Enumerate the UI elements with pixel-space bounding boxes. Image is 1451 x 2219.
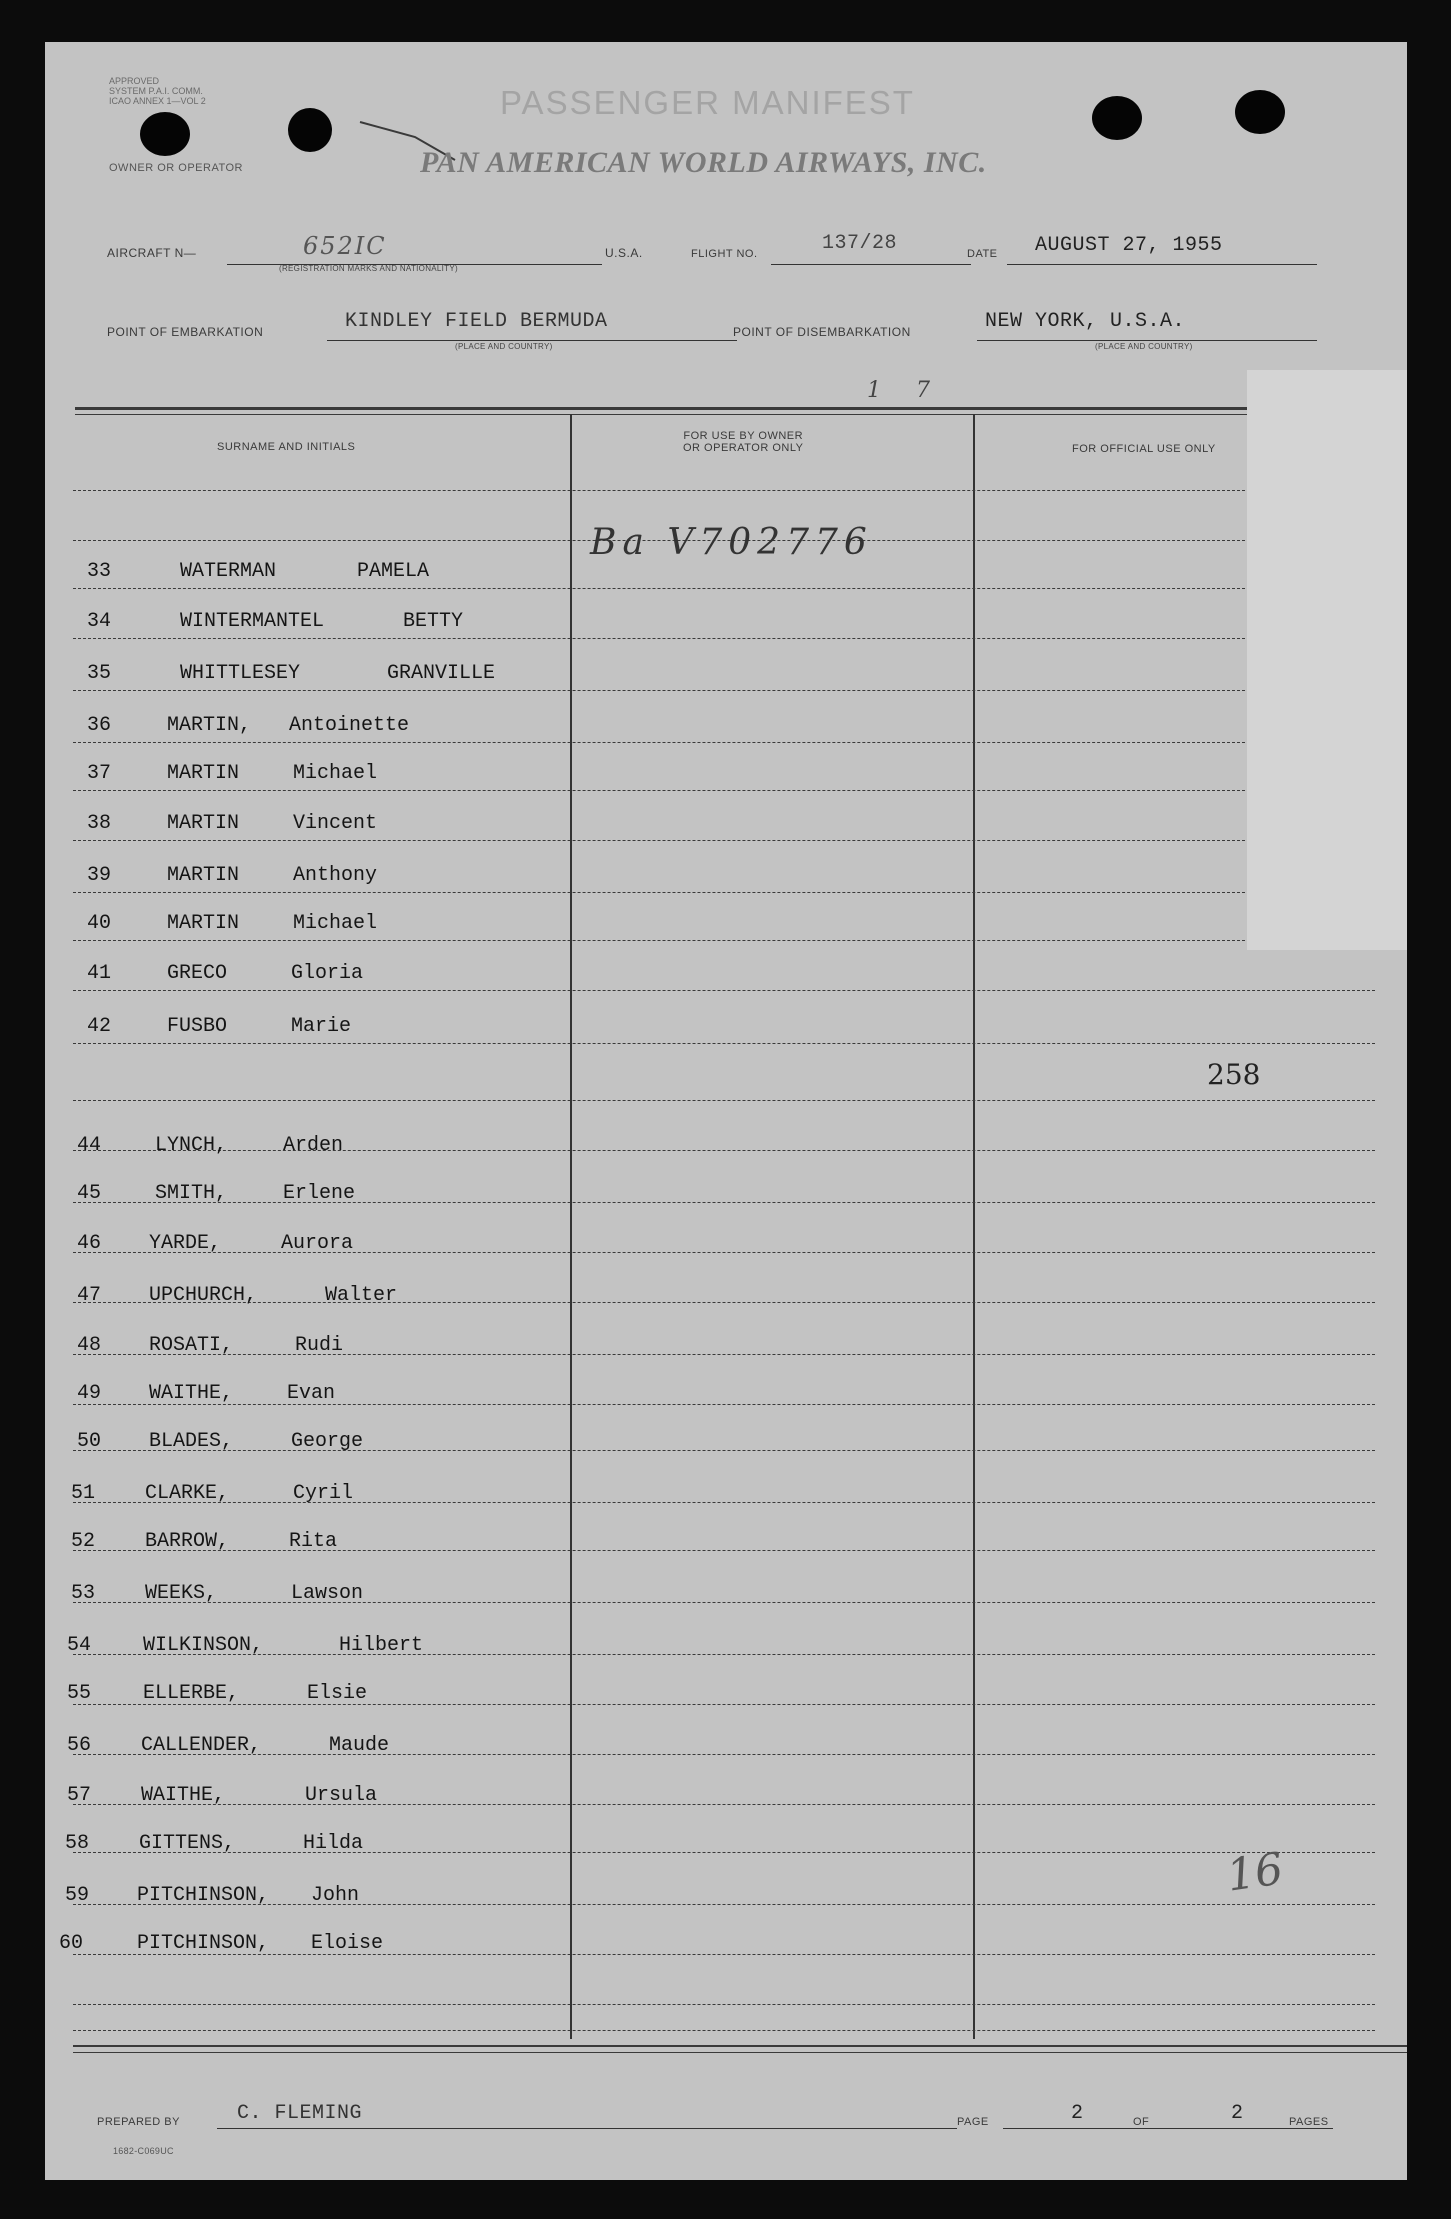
passenger-given-name: Rita — [289, 1530, 338, 1553]
disembark-underline — [977, 340, 1317, 341]
table-row-rule — [73, 1654, 1375, 1655]
usa-label: U.S.A. — [605, 246, 643, 260]
approved-line: ICAO ANNEX 1—VOL 2 — [109, 96, 206, 106]
passenger-given-name: Hilbert — [339, 1634, 424, 1657]
flight-label: FLIGHT NO. — [691, 248, 758, 260]
passenger-number: 46 — [77, 1232, 102, 1255]
passenger-number: 39 — [87, 864, 112, 887]
table-row-rule — [73, 490, 1245, 491]
passenger-surname: MARTIN — [167, 762, 240, 785]
passenger-given-name: Maude — [329, 1734, 390, 1757]
passenger-surname: MARTIN — [167, 812, 240, 835]
column-divider — [570, 414, 572, 2039]
passenger-given-name: Eloise — [311, 1932, 384, 1955]
passenger-given-name: Aurora — [281, 1232, 354, 1255]
passenger-number: 51 — [71, 1482, 96, 1505]
passenger-surname: BARROW, — [145, 1530, 230, 1553]
paper-fold — [1247, 370, 1407, 950]
passenger-given-name: Cyril — [293, 1482, 354, 1505]
passenger-number: 50 — [77, 1430, 102, 1453]
passenger-surname: PITCHINSON, — [137, 1932, 270, 1955]
table-row-rule — [73, 1043, 1375, 1044]
table-row-rule — [73, 1450, 1375, 1451]
table-row-rule — [73, 690, 1245, 691]
passenger-number: 55 — [67, 1682, 92, 1705]
date-value: AUGUST 27, 1955 — [1035, 234, 1223, 257]
passenger-surname: GRECO — [167, 962, 228, 985]
table-row-rule — [73, 990, 1375, 991]
of-underline — [1159, 2128, 1333, 2129]
passenger-surname: LYNCH, — [155, 1134, 228, 1157]
passenger-given-name: George — [291, 1430, 364, 1453]
margin-mark: 16 — [1223, 1843, 1287, 1902]
passenger-surname: WHITTLESEY — [180, 662, 301, 685]
page-value: 2 — [1071, 2102, 1084, 2125]
approved-line: SYSTEM P.A.I. COMM. — [109, 86, 203, 96]
aircraft-label: AIRCRAFT N— — [107, 246, 197, 260]
passenger-surname: WAITHE, — [149, 1382, 234, 1405]
passenger-given-name: Michael — [293, 762, 378, 785]
passenger-surname: ELLERBE, — [143, 1682, 240, 1705]
table-row-rule — [73, 742, 1245, 743]
passenger-number: 48 — [77, 1334, 102, 1357]
passenger-given-name: GRANVILLE — [387, 662, 496, 685]
passenger-given-name: PAMELA — [357, 560, 430, 583]
passenger-number: 38 — [87, 812, 112, 835]
punch-hole — [1092, 96, 1142, 140]
passenger-surname: WATERMAN — [180, 560, 277, 583]
passenger-surname: PITCHINSON, — [137, 1884, 270, 1907]
passenger-given-name: Antoinette — [289, 714, 410, 737]
owner-use-line: FOR USE BY OWNER — [683, 430, 804, 442]
table-row-rule — [73, 1704, 1375, 1705]
passenger-number: 35 — [87, 662, 112, 685]
column-header-official-use: FOR OFFICIAL USE ONLY — [1072, 443, 1216, 455]
table-row-rule — [73, 2030, 1375, 2031]
table-row-rule — [73, 1804, 1375, 1805]
passenger-number: 44 — [77, 1134, 102, 1157]
embark-value: KINDLEY FIELD BERMUDA — [345, 310, 608, 333]
disembark-sublabel: (PLACE AND COUNTRY) — [1095, 342, 1193, 351]
table-row-rule — [73, 1150, 1375, 1151]
table-top-rule — [75, 407, 1247, 410]
passenger-given-name: John — [311, 1884, 360, 1907]
passenger-surname: CLARKE, — [145, 1482, 230, 1505]
top-mark: 1 7 — [867, 378, 944, 403]
page-label: PAGE — [957, 2116, 989, 2128]
prepared-underline — [217, 2128, 957, 2129]
passenger-given-name: Rudi — [295, 1334, 344, 1357]
passenger-surname: ROSATI, — [149, 1334, 234, 1357]
passenger-given-name: Ursula — [305, 1784, 378, 1807]
passenger-number: 47 — [77, 1284, 102, 1307]
passenger-given-name: Michael — [293, 912, 378, 935]
passenger-number: 54 — [67, 1634, 92, 1657]
passenger-given-name: Anthony — [293, 864, 378, 887]
passenger-surname: WAITHE, — [141, 1784, 226, 1807]
punch-hole — [288, 108, 332, 152]
owner-label: OWNER OR OPERATOR — [109, 162, 243, 174]
table-row-rule — [73, 840, 1245, 841]
pages-label: PAGES — [1289, 2116, 1329, 2128]
punch-hole — [140, 112, 190, 156]
approved-stamp — [109, 76, 206, 106]
approved-line: APPROVED — [109, 76, 160, 86]
passenger-surname: MARTIN, — [167, 714, 252, 737]
table-row-rule — [73, 588, 1245, 589]
table-row-rule — [73, 892, 1245, 893]
passenger-given-name: Gloria — [291, 962, 364, 985]
passenger-surname: GITTENS, — [139, 1832, 236, 1855]
page-underline — [1003, 2128, 1171, 2129]
table-row-rule — [73, 1502, 1375, 1503]
table-row-rule — [73, 1754, 1375, 1755]
embark-label: POINT OF EMBARKATION — [107, 325, 264, 339]
disembark-label: POINT OF DISEMBARKATION — [733, 325, 911, 339]
passenger-number: 41 — [87, 962, 112, 985]
flight-underline — [771, 264, 971, 265]
column-header-surname: SURNAME AND INITIALS — [217, 441, 356, 453]
passenger-number: 57 — [67, 1784, 92, 1807]
passenger-given-name: BETTY — [403, 610, 464, 633]
passenger-number: 49 — [77, 1382, 102, 1405]
passenger-number: 45 — [77, 1182, 102, 1205]
passenger-number: 37 — [87, 762, 112, 785]
passenger-number: 33 — [87, 560, 112, 583]
table-row-rule — [73, 1302, 1375, 1303]
passenger-surname: SMITH, — [155, 1182, 228, 1205]
passenger-given-name: Arden — [283, 1134, 344, 1157]
passenger-surname: FUSBO — [167, 1015, 228, 1038]
passenger-surname: MARTIN — [167, 912, 240, 935]
table-row-rule — [73, 1852, 1375, 1853]
column-divider — [973, 414, 975, 2039]
passenger-number: 56 — [67, 1734, 92, 1757]
of-label: OF — [1133, 2116, 1150, 2128]
passenger-surname: WINTERMANTEL — [180, 610, 325, 633]
embark-sublabel: (PLACE AND COUNTRY) — [455, 342, 553, 351]
table-row-rule — [73, 2004, 1375, 2005]
airline-name: PAN AMERICAN WORLD AIRWAYS, INC. — [420, 146, 987, 179]
official-number: 258 — [1207, 1058, 1261, 1091]
column-header-owner-use — [683, 430, 803, 454]
passenger-number: 59 — [65, 1884, 90, 1907]
flight-value: 137/28 — [822, 232, 898, 255]
passenger-surname: CALLENDER, — [141, 1734, 262, 1757]
table-row-rule — [73, 790, 1245, 791]
passenger-given-name: Evan — [287, 1382, 336, 1405]
passenger-surname: UPCHURCH, — [149, 1284, 258, 1307]
aircraft-value: 652IC — [303, 232, 387, 260]
table-row-rule — [73, 940, 1245, 941]
passenger-surname: WEEKS, — [145, 1582, 218, 1605]
table-row-rule — [73, 1602, 1375, 1603]
passenger-given-name: Marie — [291, 1015, 352, 1038]
passenger-number: 42 — [87, 1015, 112, 1038]
date-label: DATE — [967, 248, 998, 260]
passenger-given-name: Lawson — [291, 1582, 364, 1605]
passenger-surname: WILKINSON, — [143, 1634, 264, 1657]
manifest-page — [45, 42, 1407, 2180]
table-row-rule — [73, 1550, 1375, 1551]
of-value: 2 — [1231, 2102, 1244, 2125]
passenger-number: 52 — [71, 1530, 96, 1553]
date-underline — [1007, 264, 1317, 265]
passenger-number: 34 — [87, 610, 112, 633]
passenger-surname: YARDE, — [149, 1232, 222, 1255]
passenger-surname: BLADES, — [149, 1430, 234, 1453]
passenger-given-name: Vincent — [293, 812, 378, 835]
table-row-rule — [73, 1202, 1375, 1203]
passenger-given-name: Hilda — [303, 1832, 364, 1855]
passenger-given-name: Erlene — [283, 1182, 356, 1205]
embark-underline — [327, 340, 737, 341]
passenger-number: 60 — [59, 1932, 84, 1955]
punch-hole — [1235, 90, 1285, 134]
passenger-number: 53 — [71, 1582, 96, 1605]
prepared-label: PREPARED BY — [97, 2116, 180, 2128]
aircraft-sublabel: (REGISTRATION MARKS AND NATIONALITY) — [279, 264, 458, 273]
form-title: PASSENGER MANIFEST — [500, 84, 915, 121]
table-row-rule — [73, 638, 1245, 639]
table-bottom-rule — [73, 2045, 1407, 2047]
owner-use-line: OR OPERATOR ONLY — [683, 442, 804, 454]
passenger-number: 58 — [65, 1832, 90, 1855]
table-top-rule — [75, 414, 1247, 415]
table-row-rule — [73, 1252, 1375, 1253]
passenger-number: 36 — [87, 714, 112, 737]
passenger-given-name: Elsie — [307, 1682, 368, 1705]
table-row-rule — [73, 1404, 1375, 1405]
disembark-value: NEW YORK, U.S.A. — [985, 310, 1186, 333]
table-row-rule — [73, 1354, 1375, 1355]
owner-note: Ba V702776 — [590, 522, 873, 563]
table-row-rule — [73, 1100, 1375, 1101]
prepared-value: C. FLEMING — [237, 2102, 363, 2125]
form-code: 1682-C069UC — [113, 2146, 174, 2156]
passenger-surname: MARTIN — [167, 864, 240, 887]
passenger-number: 40 — [87, 912, 112, 935]
passenger-given-name: Walter — [325, 1284, 398, 1307]
table-bottom-rule — [73, 2052, 1407, 2053]
